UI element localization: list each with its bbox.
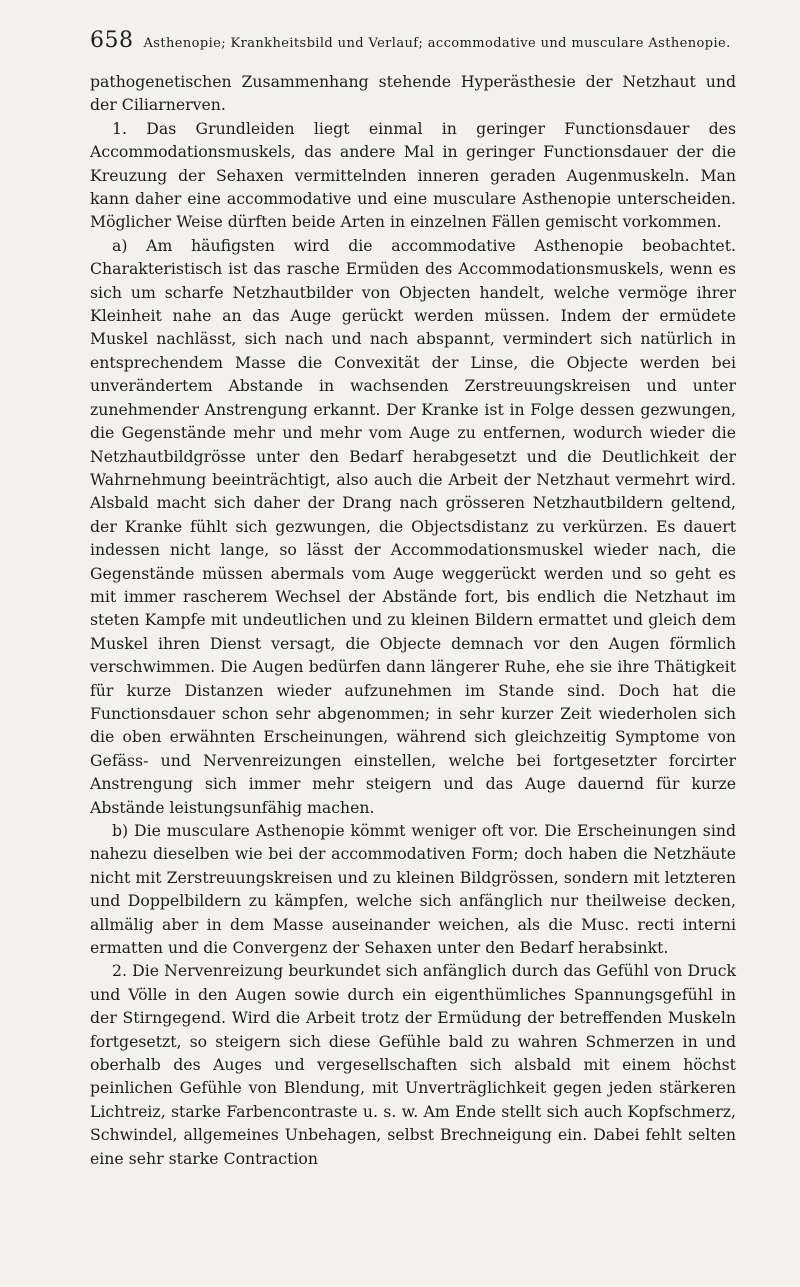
running-head xyxy=(90,28,736,58)
paragraph-continuation: pathogenetischen Zusammenhang stehende Hyperästhesie der Netzhaut und der Ciliarnerven. xyxy=(90,72,736,115)
running-title: Asthenopie; Krankheitsbild und Verlauf; accommodative und musculare Asthenopie. xyxy=(143,36,731,51)
body-text xyxy=(90,70,736,1170)
paragraph-accommodative: a) Am häufigsten wird die accommodative Asthenopie beobachtet. Charakteristisch ist das rasche Ermüden des Accommodationsmuskels, wenn es sich um scharfe Netzhautbilder von Objecten handelt, welche vermöge ihrer Kleinheit nahe an das Auge gerückt werden müssen. Indem der ermüdete Muskel nachlässt, sich nach und nach abspannt, vermindert sich natürlich in entsprechendem Masse die Convexität der Linse, die Objecte werden bei unverändertem Abstande in wachsenden Zerstreuungskreisen und unter zunehmender Anstrengung erkannt. Der Kranke ist in Folge dessen gezwungen, die Gegenstände mehr und mehr vom Auge zu entfernen, wodurch wieder die Netzhautbildgrösse unter den Bedarf herabgesetzt und die Deutlichkeit der Wahrnehmung beeinträchtigt, also auch die Arbeit der Netzhaut vermehrt wird. Alsbald macht sich daher der Drang nach grösseren Netzhautbildern geltend, der Kranke fühlt sich gezwungen, die Objectsdistanz zu verkürzen. Es dauert indessen nicht lange, so lässt der Accommodationsmuskel wieder nach, die Gegenstände müssen abermals vom Auge weggerückt werden und so geht es mit immer rascherem Wechsel der Abstände fort, bis endlich die Netzhaut im steten Kampfe mit undeutlichen und zu kleinen Bildern ermattet und gleich dem Muskel ihren Dienst versagt, die Objecte demnach vor den Augen förmlich verschwimmen. Die Augen bedürfen dann längerer Ruhe, ehe sie ihre Thätigkeit für kurze Distanzen wieder aufzunehmen im Stande sind. Doch hat die Functionsdauer schon sehr abgenommen; in sehr kurzer Zeit wiederholen sich die oben erwähnten Erscheinungen, während sich gleichzeitig Symptome von Gefäss- und Nervenreizungen einstellen, welche bei fortgesetzter forcirter Anstrengung sich immer mehr steigern und das Auge dauernd für kurze Abstände leistungsunfähig machen. xyxy=(90,235,736,817)
paragraph-grundleiden: 1. Das Grundleiden liegt einmal in geringer Functionsdauer des Accommodationsmuskels, das andere Mal in geringer Functionsdauer der die Kreuzung der Sehaxen vermittelnden inneren geraden Augenmuskeln. Man kann daher eine accommodative und eine musculare Asthenopie unterscheiden. Möglicher Weise dürften beide Arten in einzelnen Fällen gemischt vorkommen. xyxy=(90,118,736,232)
paragraph-nervenreizung: 2. Die Nervenreizung beurkundet sich anfänglich durch das Gefühl von Druck und Völle in den Augen sowie durch ein eigenthümliches Spannungsgefühl in der Stirngegend. Wird die Arbeit trotz der Ermüdung der betreffenden Muskeln fortgesetzt, so steigern sich diese Gefühle bald zu wahren Schmerzen in und oberhalb des Auges und vergesellschaften sich alsbald mit einem höchst peinlichen Gefühle von Blendung, mit Unverträglichkeit gegen jeden stärkeren Lichtreiz, starke Farbencontraste u. s. w. Am Ende stellt sich auch Kopfschmerz, Schwindel, allgemeines Unbehagen, selbst Brechneigung ein. Dabei fehlt selten eine sehr starke Contraction xyxy=(90,961,736,1168)
page-number: 658 xyxy=(90,28,134,53)
paragraph-musculare: b) Die musculare Asthenopie kömmt weniger oft vor. Die Erscheinungen sind nahezu dieselben wie bei der accommodativen Form; doch haben die Netzhäute nicht mit Zerstreuungskreisen und zu kleinen Bildgrössen, sondern mit letzteren und Doppelbildern zu kämpfen, welche sich anfänglich nur theilweise decken, allmälig aber in dem Masse auseinander weichen, als die Musc. recti interni ermatten und die Convergenz der Sehaxen unter den Bedarf herabsinkt. xyxy=(90,821,736,958)
